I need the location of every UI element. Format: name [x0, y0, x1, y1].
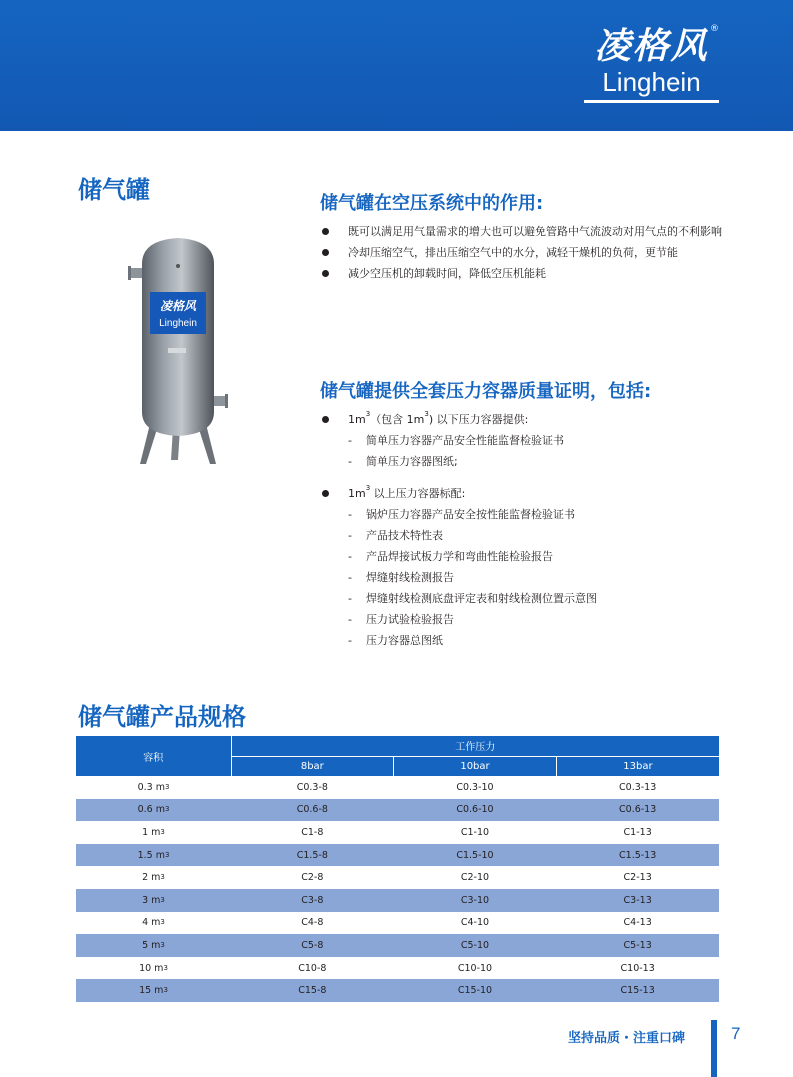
cert-group-small-prefix: 1m — [348, 413, 366, 426]
cert-list-small — [320, 409, 740, 472]
table-cell-volume — [76, 866, 231, 889]
table-cell-c13 — [556, 799, 719, 822]
cell-text: 10 m — [139, 962, 164, 974]
cell-text: C0.6-10 — [456, 804, 494, 816]
table-cell-c10 — [394, 776, 557, 799]
superscript: 3 — [163, 986, 168, 995]
cell-text: C0.6-8 — [296, 804, 328, 816]
table-cell-c10 — [394, 912, 557, 935]
table-cell-c8 — [231, 821, 394, 844]
cell-text: C2-10 — [460, 872, 490, 884]
cert-item — [320, 430, 740, 451]
table-cell-c8 — [231, 799, 394, 822]
superscript: 3 — [160, 918, 165, 927]
col-header-volume: 容积 — [76, 736, 231, 776]
superscript: 3 — [160, 873, 165, 882]
col-header-pressure: 工作压力 — [231, 736, 719, 756]
table-cell-c10 — [394, 979, 557, 1002]
cell-text: C1-10 — [460, 826, 490, 838]
table-row — [76, 957, 719, 980]
cell-text: 2 m — [142, 872, 161, 884]
cert-item-text: 焊缝射线检测报告 — [366, 571, 454, 584]
spec-table-body — [76, 776, 719, 1002]
cert-item — [320, 451, 740, 472]
superscript: 3 — [164, 805, 170, 814]
table-cell-c8 — [231, 866, 394, 889]
cert-item-text: 压力容器总图纸 — [366, 634, 443, 647]
cell-text: 1.5 m — [137, 849, 165, 861]
section-title-specs: 储气罐产品规格 — [78, 703, 246, 731]
superscript: 3 — [365, 484, 371, 492]
table-row — [76, 866, 719, 889]
table-cell-c8 — [231, 957, 394, 980]
cert-item-text: 产品技术特性表 — [366, 529, 443, 542]
header-banner — [0, 0, 793, 131]
table-cell-volume — [76, 776, 231, 799]
cell-text: 4 m — [142, 917, 161, 929]
table-cell-c10 — [394, 799, 557, 822]
cell-text: 5 m — [142, 939, 161, 951]
cell-text: C3-8 — [301, 894, 324, 906]
dash: - — [348, 571, 352, 584]
spec-table — [76, 736, 719, 1002]
cert-item-text: 压力试验检验报告 — [366, 613, 454, 626]
cell-text: C1-8 — [301, 826, 324, 838]
superscript: 3 — [163, 963, 168, 972]
dash: - — [348, 613, 352, 626]
table-cell-c10 — [394, 844, 557, 867]
cell-text: C5-8 — [301, 939, 324, 951]
role-bullet: 既可以满足用气量需求的增大也可以避免管路中气流波动对用气点的不利影响 — [320, 221, 740, 242]
table-row — [76, 889, 719, 912]
dash: - — [348, 550, 352, 563]
role-bullet-list — [320, 221, 740, 284]
cell-text: C4-10 — [460, 917, 490, 929]
superscript: 3 — [160, 940, 165, 949]
cell-text: 0.6 m — [137, 804, 165, 816]
superscript: 3 — [160, 827, 165, 836]
cell-text: C10-8 — [298, 962, 327, 974]
table-row — [76, 844, 719, 867]
table-cell-c13 — [556, 866, 719, 889]
cert-item — [320, 525, 740, 546]
logo-english: Linghein — [584, 68, 719, 103]
table-cell-volume — [76, 912, 231, 935]
cell-text: C0.3-10 — [456, 781, 494, 793]
table-row — [76, 821, 719, 844]
cell-text: 1 m — [142, 826, 161, 838]
dash: - — [348, 455, 352, 468]
cert-item-text: 简单压力容器图纸; — [366, 455, 458, 468]
table-cell-c13 — [556, 844, 719, 867]
cell-text: C15-10 — [457, 985, 493, 997]
superscript: 3 — [160, 895, 165, 904]
cert-item — [320, 609, 740, 630]
table-row — [76, 776, 719, 799]
cert-list-large — [320, 483, 740, 651]
col-header-8bar: 8bar — [231, 756, 394, 776]
cert-item-text: 锅炉压力容器产品安全按性能监督检验证书 — [366, 508, 575, 521]
footer-slogan: 坚持品质・注重口碑 — [568, 1031, 686, 1046]
cell-text: C5-10 — [460, 939, 490, 951]
cell-text: C3-10 — [460, 894, 490, 906]
role-bullet: 冷却压缩空气，排出压缩空气中的水分，减轻干燥机的负荷，更节能 — [320, 242, 740, 263]
table-cell-c8 — [231, 912, 394, 935]
cert-group-large-prefix: 1m — [348, 487, 366, 500]
table-cell-volume — [76, 934, 231, 957]
table-cell-volume — [76, 957, 231, 980]
cell-text: C4-13 — [623, 917, 652, 929]
table-cell-c13 — [556, 934, 719, 957]
cell-text: C10-10 — [457, 962, 493, 974]
table-cell-volume — [76, 979, 231, 1002]
table-row — [76, 934, 719, 957]
brand-logo — [584, 24, 719, 103]
superscript: 3 — [164, 850, 170, 859]
dash: - — [348, 592, 352, 605]
cell-text: C3-13 — [623, 894, 652, 906]
table-cell-c13 — [556, 979, 719, 1002]
svg-text:Linghein: Linghein — [159, 318, 197, 329]
cert-item — [320, 588, 740, 609]
cert-item — [320, 504, 740, 525]
cell-text: C1.5-8 — [296, 849, 328, 861]
dash: - — [348, 634, 352, 647]
cell-text: C15-13 — [620, 985, 655, 997]
cell-text: C15-8 — [298, 985, 327, 997]
footer-accent-bar — [711, 1020, 717, 1077]
cert-group-small-heading — [320, 409, 740, 430]
cell-text: C4-8 — [301, 917, 324, 929]
superscript: 3 — [365, 410, 371, 418]
table-cell-c13 — [556, 776, 719, 799]
table-row — [76, 979, 719, 1002]
cert-item-text: 产品焊接试板力学和弯曲性能检验报告 — [366, 550, 553, 563]
cell-text: C2-13 — [623, 872, 652, 884]
superscript: 3 — [164, 782, 170, 791]
cert-item — [320, 546, 740, 567]
table-cell-volume — [76, 844, 231, 867]
cell-text: 3 m — [142, 894, 161, 906]
cert-group-small-mid: （包含 1m — [370, 413, 425, 426]
logo-chinese: 凌格风 — [594, 25, 709, 67]
heading-certifications: 储气罐提供全套压力容器质量证明，包括: — [320, 381, 652, 402]
cell-text: C10-13 — [620, 962, 655, 974]
table-row — [76, 799, 719, 822]
superscript: 3 — [424, 410, 429, 418]
cert-item — [320, 567, 740, 588]
table-cell-volume — [76, 889, 231, 912]
cell-text: C1.5-13 — [619, 849, 657, 861]
table-cell-c8 — [231, 844, 394, 867]
air-storage-tank-image — [128, 236, 228, 468]
cell-text: C5-13 — [623, 939, 652, 951]
section-title-tank: 储气罐 — [78, 176, 150, 204]
dash: - — [348, 529, 352, 542]
registered-mark: ® — [710, 24, 719, 34]
cell-text: 15 m — [139, 985, 164, 997]
table-cell-volume — [76, 799, 231, 822]
table-cell-volume — [76, 821, 231, 844]
svg-text:凌格风: 凌格风 — [159, 299, 197, 313]
table-cell-c10 — [394, 889, 557, 912]
table-cell-c8 — [231, 776, 394, 799]
table-row — [76, 912, 719, 935]
table-cell-c8 — [231, 889, 394, 912]
cell-text: C1-13 — [623, 826, 652, 838]
cert-group-small-suffix: ) 以下压力容器提供: — [428, 413, 529, 426]
table-cell-c13 — [556, 957, 719, 980]
role-bullet: 减少空压机的卸载时间，降低空压机能耗 — [320, 263, 740, 284]
table-cell-c8 — [231, 934, 394, 957]
cert-item-text: 简单压力容器产品安全性能监督检验证书 — [366, 434, 564, 447]
cell-text: C1.5-10 — [456, 849, 494, 861]
cert-item — [320, 630, 740, 651]
heading-tank-role: 储气罐在空压系统中的作用: — [320, 193, 544, 214]
cell-text: C0.6-13 — [619, 804, 657, 816]
table-cell-c10 — [394, 866, 557, 889]
table-cell-c10 — [394, 821, 557, 844]
table-cell-c13 — [556, 912, 719, 935]
col-header-13bar: 13bar — [556, 756, 719, 776]
col-header-10bar: 10bar — [394, 756, 557, 776]
table-cell-c10 — [394, 934, 557, 957]
cert-item-text: 焊缝射线检测底盘评定表和射线检测位置示意图 — [366, 592, 597, 605]
cell-text: C0.3-8 — [296, 781, 328, 793]
cert-group-large-heading — [320, 483, 740, 504]
dash: - — [348, 434, 352, 447]
table-cell-c13 — [556, 821, 719, 844]
cert-group-large-suffix: 以上压力容器标配: — [370, 487, 466, 500]
table-cell-c10 — [394, 957, 557, 980]
cell-text: C0.3-13 — [619, 781, 657, 793]
cell-text: C2-8 — [301, 872, 324, 884]
table-cell-c13 — [556, 889, 719, 912]
table-cell-c8 — [231, 979, 394, 1002]
dash: - — [348, 508, 352, 521]
page-number: 7 — [731, 1024, 741, 1043]
cell-text: 0.3 m — [137, 781, 165, 793]
